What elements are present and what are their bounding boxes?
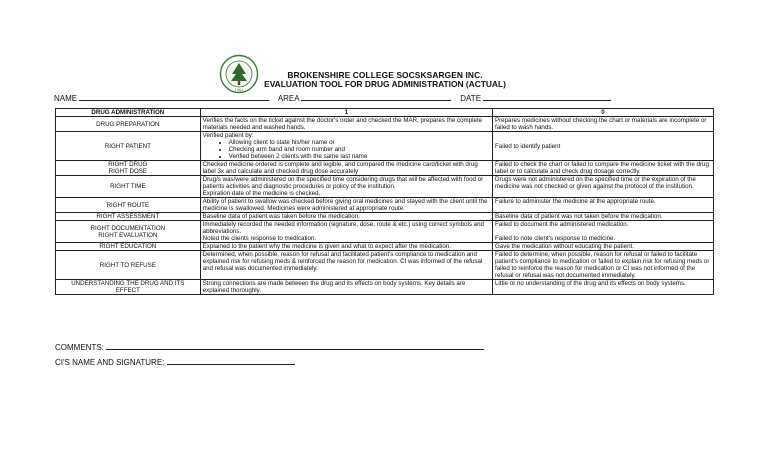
criteria-cell (56, 132, 201, 161)
evaluation-table (55, 108, 714, 295)
criteria-cell (56, 251, 201, 280)
description-text: Verifies the facts on the ticket against the doctor's order and checked the MAR, prepares the complete materials needed and washed hands. (202, 117, 483, 131)
description-text: Failure to administer the medicine at the appropriate route. (494, 198, 656, 205)
description-text: Failed to identify patient (494, 142, 561, 150)
criteria-cell (56, 198, 201, 213)
verification-list (203, 139, 490, 160)
score-1-description (200, 117, 492, 132)
area-field[interactable] (301, 92, 451, 101)
description-text: Immediately recorded the needed information (signature, dose, route & etc.) using correct symbols and abbreviations. (202, 221, 484, 235)
meta-fields (54, 92, 611, 103)
comments-field[interactable] (106, 341, 484, 350)
school-name: BROKENSHIRE COLLEGE SOCSKSARGEN INC. (287, 70, 483, 80)
score-1-description (200, 221, 492, 243)
description-text: Noted the clients response to medication. (202, 235, 317, 242)
ci-signature-field[interactable] (167, 356, 295, 365)
description-text: Prepares medicines without checking the chart or materials are incomplete or failed to wash hands. (494, 117, 707, 131)
criteria-cell (56, 176, 201, 198)
description-text: Baseline data of patient was taken before the medication. (202, 213, 360, 220)
criteria-label: RIGHT DOSE (108, 168, 148, 175)
description-text: Ability of patient to swallow was checked before giving oral medicines and stayed with the client until the medicine is swallowed. Medicines were administered at appropriate route. (202, 198, 488, 212)
name-field[interactable] (79, 92, 269, 101)
description-text: Gave the medication without educating the patient. (494, 243, 634, 250)
criteria-label: RIGHT TO REFUSE (99, 261, 156, 269)
table-row (56, 161, 714, 176)
ci-signature-line (55, 356, 295, 367)
name-label: NAME (54, 94, 78, 103)
description-text: Failed to determine, when possible, reason for refusal or failed to facilitate patient's compliance to medication or failed to explain risk for refusing meds or failed to reinforce the reason for medication or CI was not informed of the refusal or refusal was not documented immediately. (494, 251, 710, 279)
criteria-cell (56, 280, 201, 295)
criteria-cell (56, 161, 201, 176)
description-text: Checked medicine ordered is complete and legible, and compared the medicine card/ticket with drug label 3x and calculate and checked drug dose accurately (202, 161, 478, 175)
score-0-description (492, 213, 713, 221)
date-field[interactable] (483, 92, 611, 101)
criteria-label: RIGHT DOCUMENTATION (90, 224, 166, 232)
score-0-description (492, 243, 713, 251)
comments-label: COMMENTS: (55, 343, 104, 352)
criteria-label: UNDERSTANDING THE DRUG AND ITS (71, 280, 185, 287)
score-0-description (492, 221, 713, 243)
criteria-cell (56, 221, 201, 243)
score-1-description (200, 198, 492, 213)
table-row (56, 243, 714, 251)
criteria-label: RIGHT TIME (110, 183, 146, 190)
header-criteria: DRUG ADMINISTRATION (56, 109, 201, 117)
score-1-description (200, 243, 492, 251)
criteria-label: EFFECT (115, 287, 140, 294)
header-score-0: 0 (492, 109, 713, 117)
score-1-description (200, 132, 492, 161)
description-text: Drugs were not administered on the specified time or the expiration of the medicine was not checked or given against the protocol of the institution. (494, 176, 696, 190)
tool-title: EVALUATION TOOL FOR DRUG ADMINISTRATION (ACTUAL) (264, 79, 506, 89)
score-0-description (492, 117, 713, 132)
description-text: Determined, when possible, reason for refusal and facilitated patient's compliance to medication and explained risk for refusing meds & reinforced the reason for medication. CI was informed of the refusal and refusal was documented immediately. (202, 251, 483, 272)
criteria-label: RIGHT EDUCATION (99, 243, 157, 250)
table-row (56, 221, 714, 243)
score-0-description (492, 198, 713, 213)
list-item: • Verified between 2 clients with the same last name (229, 153, 490, 160)
criteria-cell (56, 243, 201, 251)
criteria-cell (56, 213, 201, 221)
table-row (56, 280, 714, 295)
description-text: Explained to the patient why the medicine is given and what to expect after the medication. (202, 243, 451, 250)
table-header-row (56, 109, 714, 117)
score-0-description (492, 251, 713, 280)
table-row (56, 198, 714, 213)
score-1-description (200, 280, 492, 295)
criteria-label: RIGHT ASSESSMENT (96, 213, 160, 220)
score-1-description (200, 176, 492, 198)
list-item: • Allowing client to state his/her name or (229, 139, 490, 146)
description-text: Failed to document the administered medication. (494, 221, 629, 228)
score-0-description (492, 161, 713, 176)
list-item: • Checking arm band and room number and (229, 146, 490, 153)
ci-signature-label: CI'S NAME AND SIGNATURE: (55, 358, 165, 367)
description-text: Drug/s was/were administered on the specified time considering drugs that will be affected with food or patients activities and diagnostic procedures or policy of the institution. (202, 176, 484, 190)
score-1-description (200, 213, 492, 221)
score-0-description (492, 176, 713, 198)
criteria-label: DRUG PREPARATION (96, 120, 160, 128)
table-row (56, 176, 714, 198)
table-row (56, 213, 714, 221)
table-row (56, 132, 714, 161)
svg-text:1961: 1961 (234, 87, 244, 92)
table-row (56, 251, 714, 280)
description-text: Little or no understanding of the drug and its effects on body systems. (494, 280, 686, 287)
description-text: Failed to note client's response to medicine. (494, 235, 616, 242)
table-row (56, 117, 714, 132)
criteria-label: RIGHT ROUTE (106, 201, 150, 209)
comments-line (55, 341, 484, 352)
date-label: DATE (460, 94, 482, 103)
criteria-cell (56, 117, 201, 132)
score-1-description (200, 161, 492, 176)
description-text: Strong connections are made between the drug and its effects on body systems. Key details are explained thoroughly. (202, 280, 466, 294)
criteria-label: RIGHT DRUG (108, 161, 148, 168)
description-text (495, 228, 711, 235)
area-label: AREA (277, 94, 300, 103)
description-text: Baseline data of patient was not taken before the medication. (494, 213, 663, 220)
criteria-label: RIGHT PATIENT (104, 142, 151, 150)
criteria-label: RIGHT EVALUATION (98, 231, 158, 239)
score-0-description (492, 132, 713, 161)
header-score-1: 1 (200, 109, 492, 117)
description-text: Verified patient by: (202, 132, 254, 139)
score-0-description (492, 280, 713, 295)
description-text: Failed to check the chart or failed to compare the medicine ticket with the drug label or to calculate and check drug dosage correctly. (494, 161, 709, 175)
score-1-description (200, 251, 492, 280)
description-text: Expiration date of the medicine is checked. (202, 190, 321, 197)
